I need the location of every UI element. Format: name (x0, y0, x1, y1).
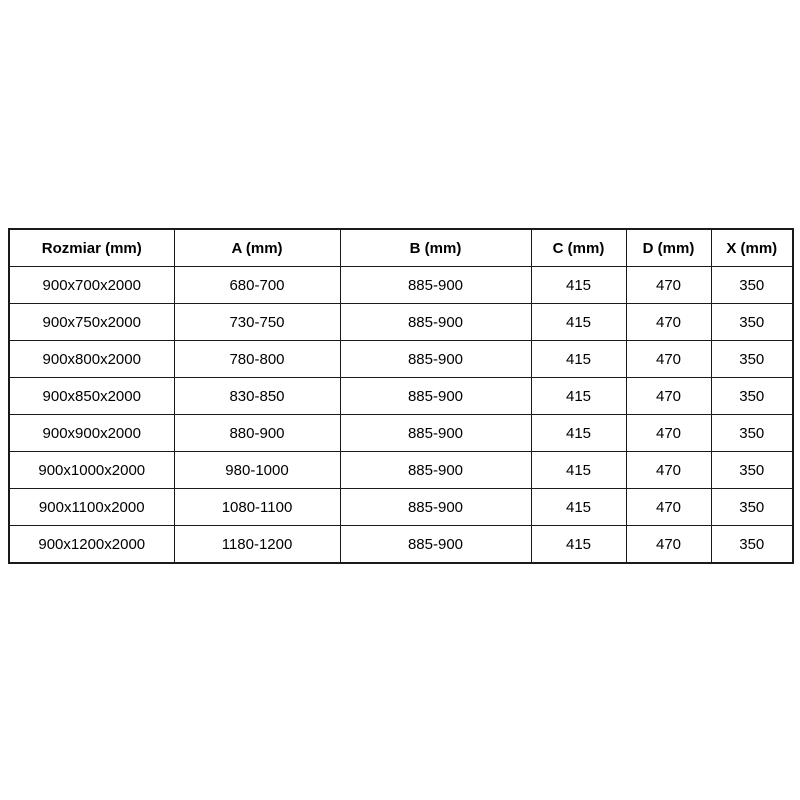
table-cell-d: 470 (626, 378, 711, 415)
table-row (9, 267, 793, 304)
table-row (9, 452, 793, 489)
table-row (9, 341, 793, 378)
table-cell-x: 350 (711, 378, 793, 415)
table-cell-d: 470 (626, 341, 711, 378)
table-cell-rozmiar: 900x1100x2000 (9, 489, 174, 526)
table-row (9, 304, 793, 341)
table-cell-rozmiar: 900x1000x2000 (9, 452, 174, 489)
table-cell-c: 415 (531, 304, 626, 341)
table-cell-x: 350 (711, 489, 793, 526)
table-cell-rozmiar: 900x1200x2000 (9, 526, 174, 564)
table-cell-a: 830-850 (174, 378, 340, 415)
table-cell-x: 350 (711, 415, 793, 452)
size-spec-table (8, 228, 794, 564)
table-cell-d: 470 (626, 526, 711, 564)
table-cell-c: 415 (531, 526, 626, 564)
table-cell-b: 885-900 (340, 526, 531, 564)
table-cell-c: 415 (531, 341, 626, 378)
table-cell-b: 885-900 (340, 341, 531, 378)
table-cell-b: 885-900 (340, 304, 531, 341)
table-cell-d: 470 (626, 415, 711, 452)
table-cell-c: 415 (531, 267, 626, 304)
table-cell-b: 885-900 (340, 378, 531, 415)
table-cell-b: 885-900 (340, 415, 531, 452)
table-cell-d: 470 (626, 304, 711, 341)
table-cell-rozmiar: 900x850x2000 (9, 378, 174, 415)
header-cell-b: B (mm) (340, 229, 531, 267)
table-cell-x: 350 (711, 452, 793, 489)
table-cell-c: 415 (531, 415, 626, 452)
table-cell-a: 730-750 (174, 304, 340, 341)
table-cell-a: 1080-1100 (174, 489, 340, 526)
header-row (9, 229, 793, 267)
header-cell-x: X (mm) (711, 229, 793, 267)
table-cell-rozmiar: 900x900x2000 (9, 415, 174, 452)
header-cell-c: C (mm) (531, 229, 626, 267)
table-row (9, 415, 793, 452)
table-row (9, 378, 793, 415)
table-cell-a: 1180-1200 (174, 526, 340, 564)
table-cell-c: 415 (531, 452, 626, 489)
table-cell-rozmiar: 900x700x2000 (9, 267, 174, 304)
table-cell-x: 350 (711, 267, 793, 304)
table-cell-x: 350 (711, 526, 793, 564)
table-row (9, 526, 793, 564)
table-cell-b: 885-900 (340, 452, 531, 489)
table-cell-b: 885-900 (340, 267, 531, 304)
header-cell-d: D (mm) (626, 229, 711, 267)
table-cell-a: 780-800 (174, 341, 340, 378)
table-cell-rozmiar: 900x750x2000 (9, 304, 174, 341)
table-cell-a: 980-1000 (174, 452, 340, 489)
table-cell-b: 885-900 (340, 489, 531, 526)
table-cell-a: 880-900 (174, 415, 340, 452)
table-cell-a: 680-700 (174, 267, 340, 304)
table-cell-x: 350 (711, 304, 793, 341)
table-cell-d: 470 (626, 452, 711, 489)
header-cell-a: A (mm) (174, 229, 340, 267)
table-cell-rozmiar: 900x800x2000 (9, 341, 174, 378)
table-cell-c: 415 (531, 378, 626, 415)
table-cell-d: 470 (626, 489, 711, 526)
table-cell-d: 470 (626, 267, 711, 304)
table-cell-x: 350 (711, 341, 793, 378)
table-cell-c: 415 (531, 489, 626, 526)
size-spec-table-container (8, 228, 792, 564)
table-row (9, 489, 793, 526)
header-cell-rozmiar: Rozmiar (mm) (9, 229, 174, 267)
